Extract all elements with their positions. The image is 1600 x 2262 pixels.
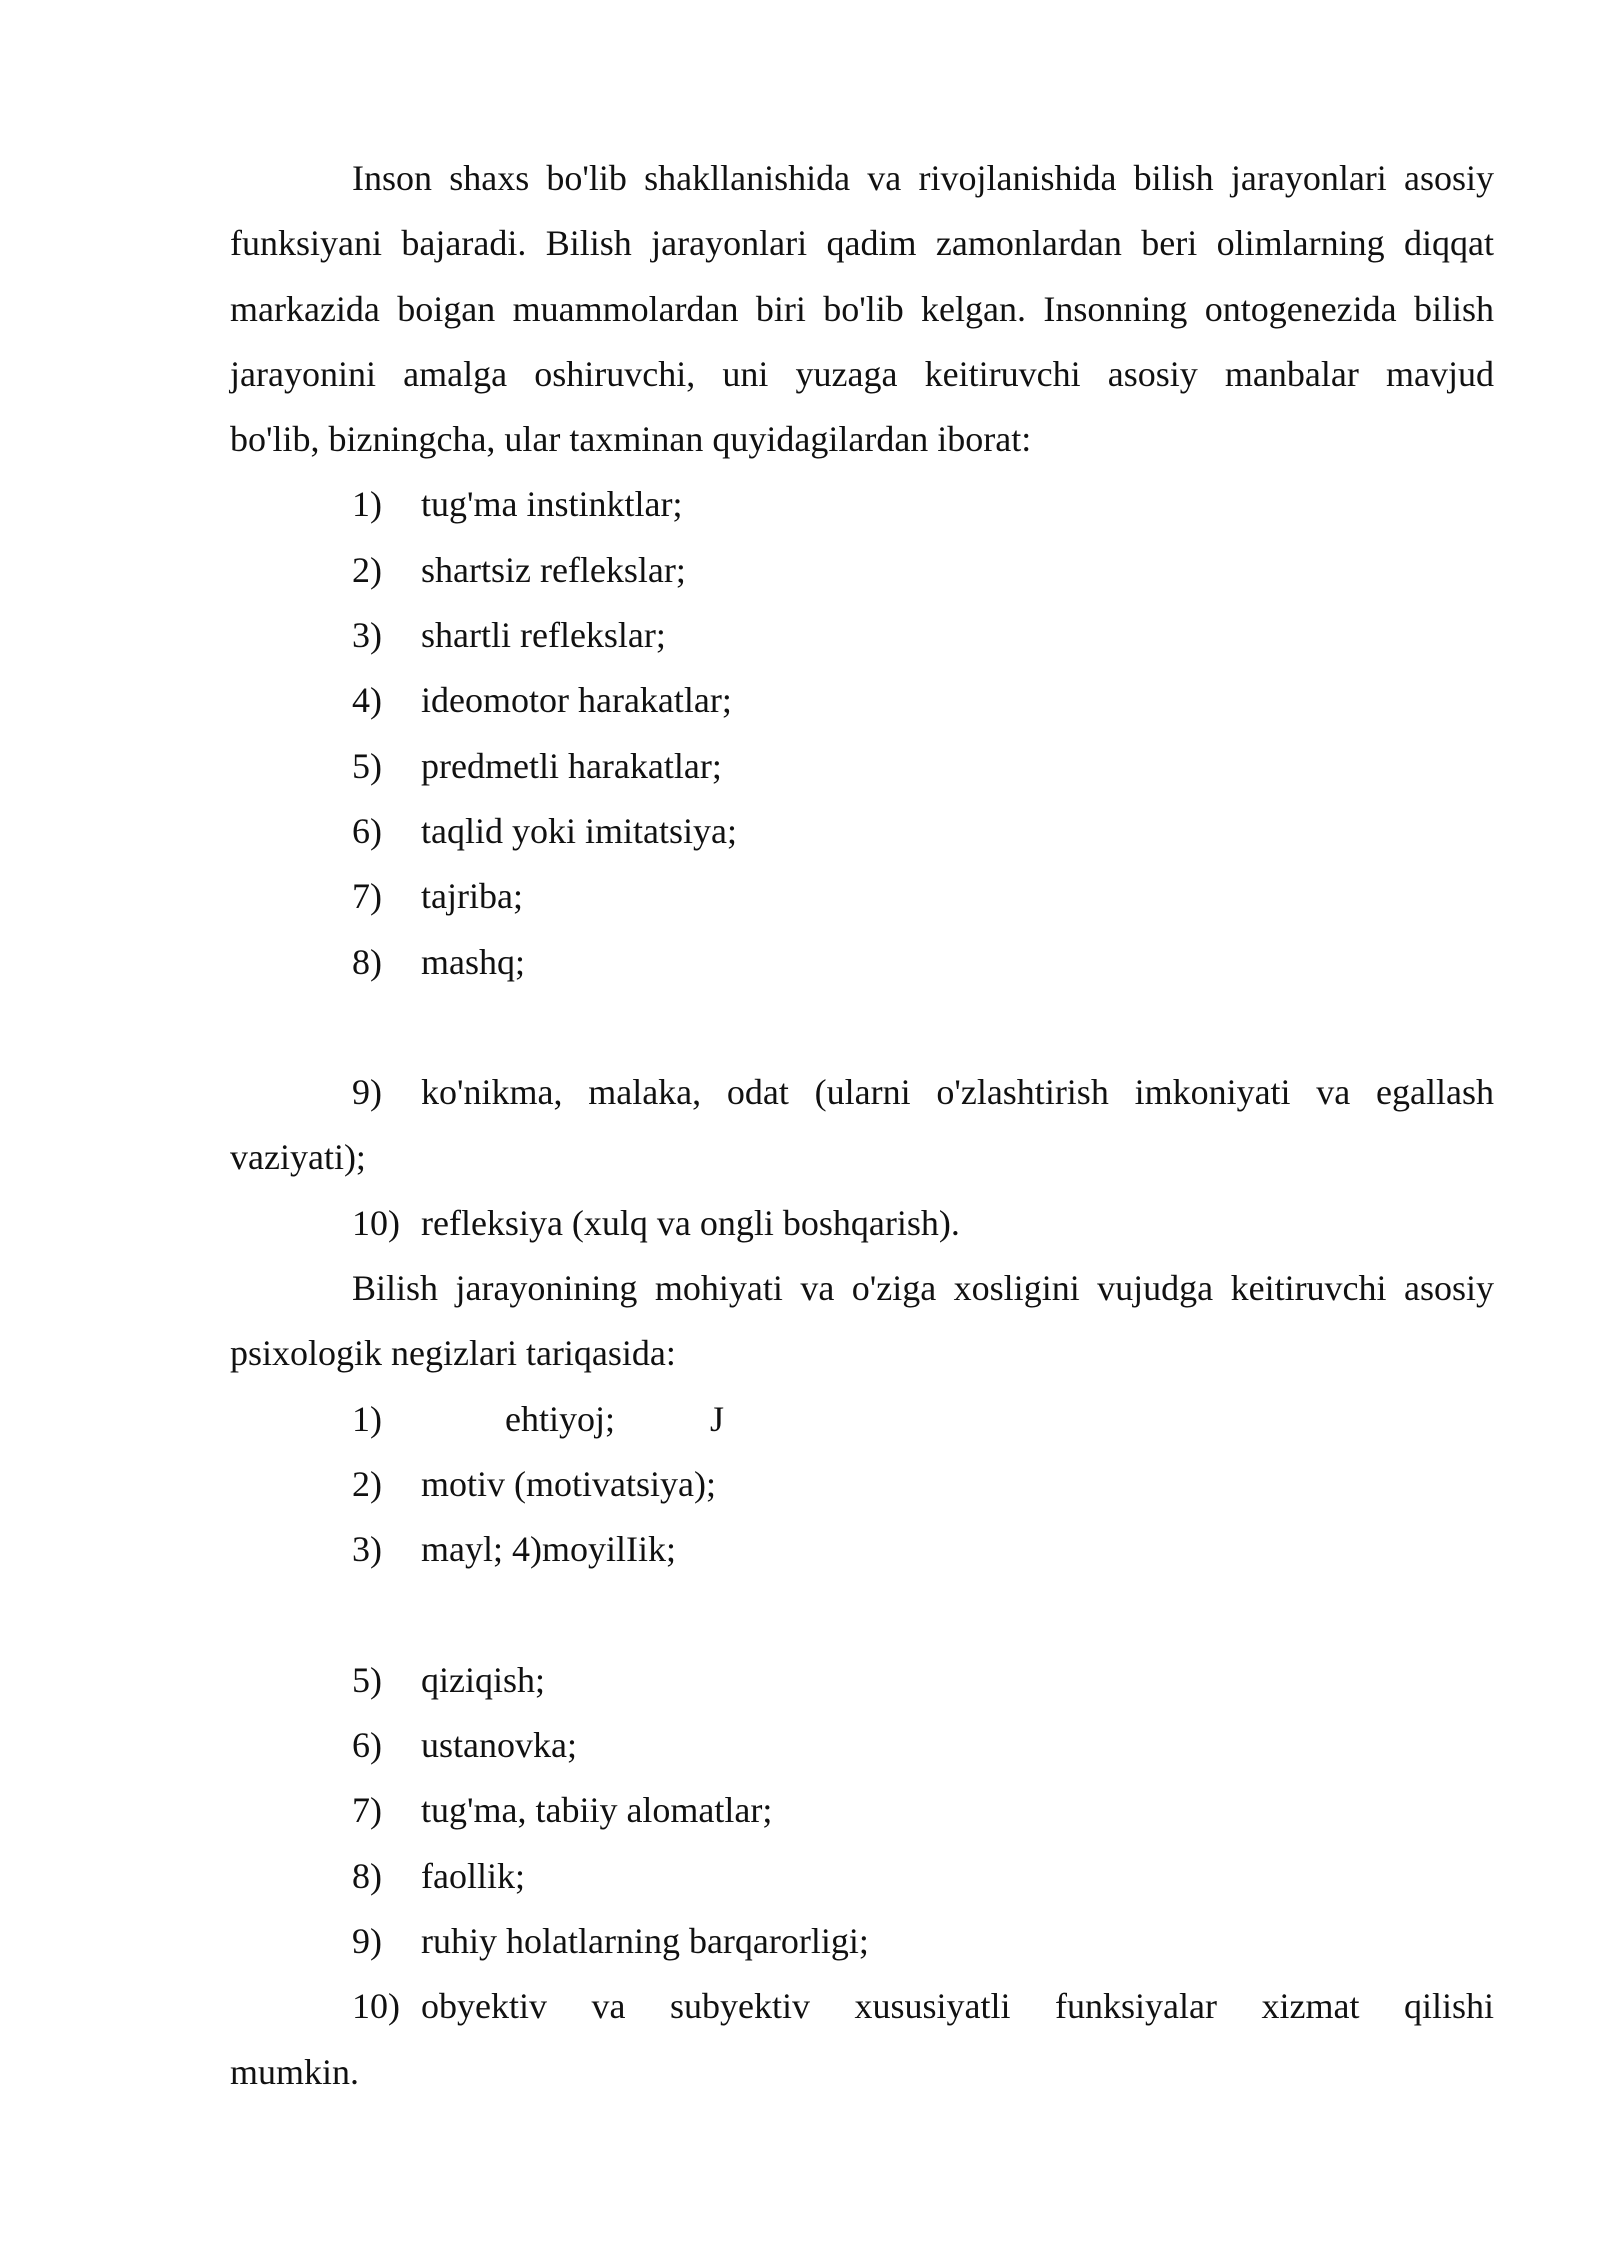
list-item	[230, 1713, 1494, 1778]
list-item-text: tug'ma instinktlar;	[421, 484, 683, 525]
list-item	[230, 799, 1494, 864]
list-item-number: 7)	[352, 876, 382, 917]
list-item-number: 9)	[352, 1072, 382, 1113]
list-item-number: 9)	[352, 1921, 382, 1962]
list-item-text: ko'nikma, malaka, odat (ularni o'zlashtirish imkoniyati va egallash	[421, 1072, 1494, 1113]
list-item-text: predmetli harakatlar;	[421, 745, 722, 786]
list-item-number: 10)	[352, 1202, 400, 1243]
list-item	[230, 538, 1494, 603]
list-item-text: refleksiya (xulq va ongli boshqarish).	[421, 1202, 960, 1243]
list-item	[230, 1909, 1494, 1974]
document-page	[230, 146, 1494, 2105]
list-item-text: mashq;	[421, 941, 525, 982]
list-item-text: tug'ma, tabiiy alomatlar;	[421, 1790, 773, 1831]
list-item-number: 6)	[352, 810, 382, 851]
intro-paragraph	[230, 146, 1494, 472]
list-item	[230, 1060, 1494, 1125]
list-item-number: 4)	[352, 680, 382, 721]
second-paragraph	[230, 1256, 1494, 1387]
list-item	[230, 1974, 1494, 2039]
list-item	[230, 1517, 1494, 1582]
paragraph-line: jarayonini amalga oshiruvchi, uni yuzaga keitiruvchi asosiy manbalar mavjud	[230, 353, 1494, 394]
list-item	[230, 930, 1494, 995]
blank-line	[230, 995, 1494, 1060]
stray-mark: J	[710, 1398, 725, 1439]
list-item-number: 1)	[352, 484, 382, 525]
list-item-text: mayl; 4)moyilIik;	[421, 1529, 676, 1570]
list-item-number: 3)	[352, 1529, 382, 1570]
list-item-text: shartli reflekslar;	[421, 615, 666, 656]
list-item-number: 5)	[352, 745, 382, 786]
list-item	[230, 1191, 1494, 1256]
list-item-text: tajriba;	[421, 876, 523, 917]
list-item-number: 2)	[352, 549, 382, 590]
list-item-continuation: mumkin.	[230, 2051, 360, 2092]
list-item	[230, 603, 1494, 668]
list-item-text: ehtiyoj;	[505, 1398, 615, 1439]
list-item-text: shartsiz reflekslar;	[421, 549, 686, 590]
list-item-number: 6)	[352, 1725, 382, 1766]
list-item	[230, 734, 1494, 799]
list-item-text: ruhiy holatlarning barqarorligi;	[421, 1921, 869, 1962]
list-item-number: 3)	[352, 615, 382, 656]
list-item-text: obyektiv va subyektiv xususiyatli funksiyalar xizmat qilishi	[421, 1986, 1494, 2027]
list-item	[230, 472, 1494, 537]
blank-line	[230, 1583, 1494, 1648]
list-item-text: ideomotor harakatlar;	[421, 680, 732, 721]
list-item-continuation: vaziyati);	[230, 1137, 366, 1178]
list-item-number: 5)	[352, 1659, 382, 1700]
list-item	[230, 864, 1494, 929]
list-item	[230, 1648, 1494, 1713]
list-item-text: motiv (motivatsiya);	[421, 1463, 716, 1504]
list-item-text: faollik;	[421, 1855, 525, 1896]
paragraph-line: Inson shaxs bo'lib shakllanishida va rivojlanishida bilish jarayonlari asosiy	[352, 158, 1494, 198]
paragraph-line: funksiyani bajaradi. Bilish jarayonlari qadim zamonlardan beri olimlarning diqqat	[230, 223, 1494, 264]
foundations-list	[230, 1387, 1494, 2105]
list-item-number: 7)	[352, 1790, 382, 1831]
list-item-number: 10)	[352, 1986, 400, 2027]
sources-list	[230, 472, 1494, 1256]
list-item	[230, 1844, 1494, 1909]
list-item	[230, 1452, 1494, 1517]
paragraph-line: bo'lib, bizningcha, ular taxminan quyidagilardan iborat:	[230, 419, 1032, 460]
list-item	[230, 1778, 1494, 1843]
paragraph-line: psixologik negizlari tariqasida:	[230, 1333, 676, 1374]
list-item-number: 1)	[352, 1398, 382, 1439]
list-item-number: 8)	[352, 1855, 382, 1896]
list-item	[230, 1387, 1494, 1452]
list-item	[230, 668, 1494, 733]
list-item-text: taqlid yoki imitatsiya;	[421, 810, 737, 851]
paragraph-line: Bilish jarayonining mohiyati va o'ziga xosligini vujudga keitiruvchi asosiy	[352, 1268, 1494, 1309]
list-item-number: 8)	[352, 941, 382, 982]
list-item-text: ustanovka;	[421, 1725, 577, 1766]
paragraph-line: markazida boigan muammolardan biri bo'lib kelgan. Insonning ontogenezida bilish	[230, 288, 1494, 329]
list-item-number: 2)	[352, 1463, 382, 1504]
list-item-text: qiziqish;	[421, 1659, 545, 1700]
